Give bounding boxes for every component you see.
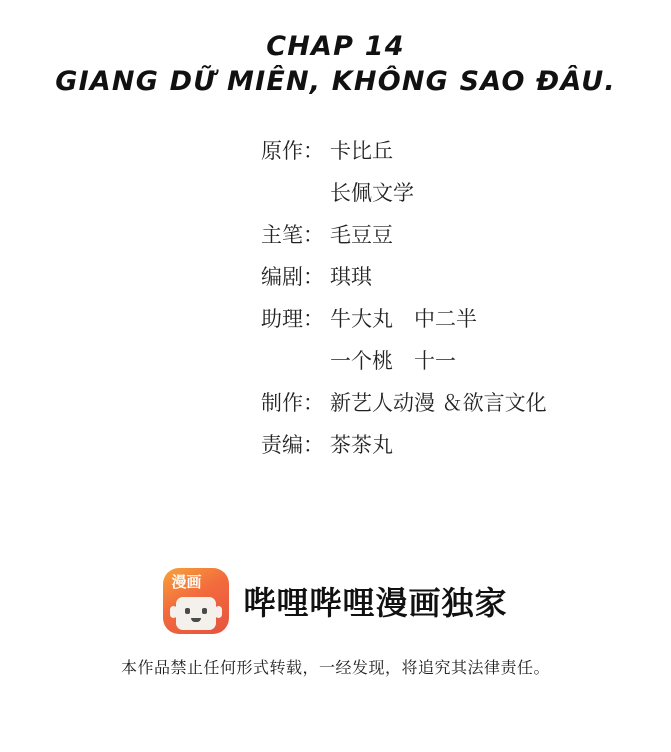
credit-value: 牛大丸 中二半 — [330, 307, 477, 331]
credits-list — [0, 130, 671, 466]
credit-row — [0, 340, 671, 382]
credit-label: 责编： — [261, 433, 324, 457]
credit-value: 长佩文学 — [330, 181, 414, 205]
credit-value: 琪琪 — [330, 265, 372, 289]
credit-value: 毛豆豆 — [330, 223, 393, 247]
logo-word: 漫画 — [171, 573, 202, 591]
logo-eye-left — [185, 608, 190, 614]
credit-label: 主笔： — [261, 223, 324, 247]
credit-label: 原作： — [261, 139, 324, 163]
credit-value: 卡比丘 — [330, 139, 393, 163]
logo-ear-right — [215, 606, 222, 618]
credit-row — [0, 256, 671, 298]
chapter-number: CHAP 14 — [266, 31, 405, 62]
credit-value: 茶茶丸 — [330, 433, 393, 457]
logo-eye-right — [202, 608, 207, 614]
chapter-title-block — [0, 0, 671, 100]
credit-row — [0, 298, 671, 340]
credit-row — [0, 214, 671, 256]
credit-row — [0, 382, 671, 424]
credit-row — [0, 424, 671, 466]
chapter-title: GIANG DỮ MIÊN, KHÔNG SAO ĐÂU. — [55, 66, 616, 97]
copyright-disclaimer: 本作品禁止任何形式转载，一经发现，将追究其法律责任。 — [120, 658, 550, 677]
credit-label: 编剧： — [261, 265, 324, 289]
brand-block — [0, 568, 671, 634]
credit-label: 制作： — [261, 391, 324, 415]
brand-name: 哔哩哔哩漫画独家 — [243, 584, 508, 622]
credit-label: 助理： — [261, 307, 324, 331]
credit-value: 新艺人动漫 ＆欲言文化 — [330, 391, 547, 415]
credit-row — [0, 172, 671, 214]
bilibili-manga-logo-icon — [163, 568, 229, 634]
credit-value: 一个桃 十一 — [330, 349, 456, 373]
logo-face — [176, 597, 216, 630]
credit-row — [0, 130, 671, 172]
logo-mouth — [191, 618, 201, 622]
